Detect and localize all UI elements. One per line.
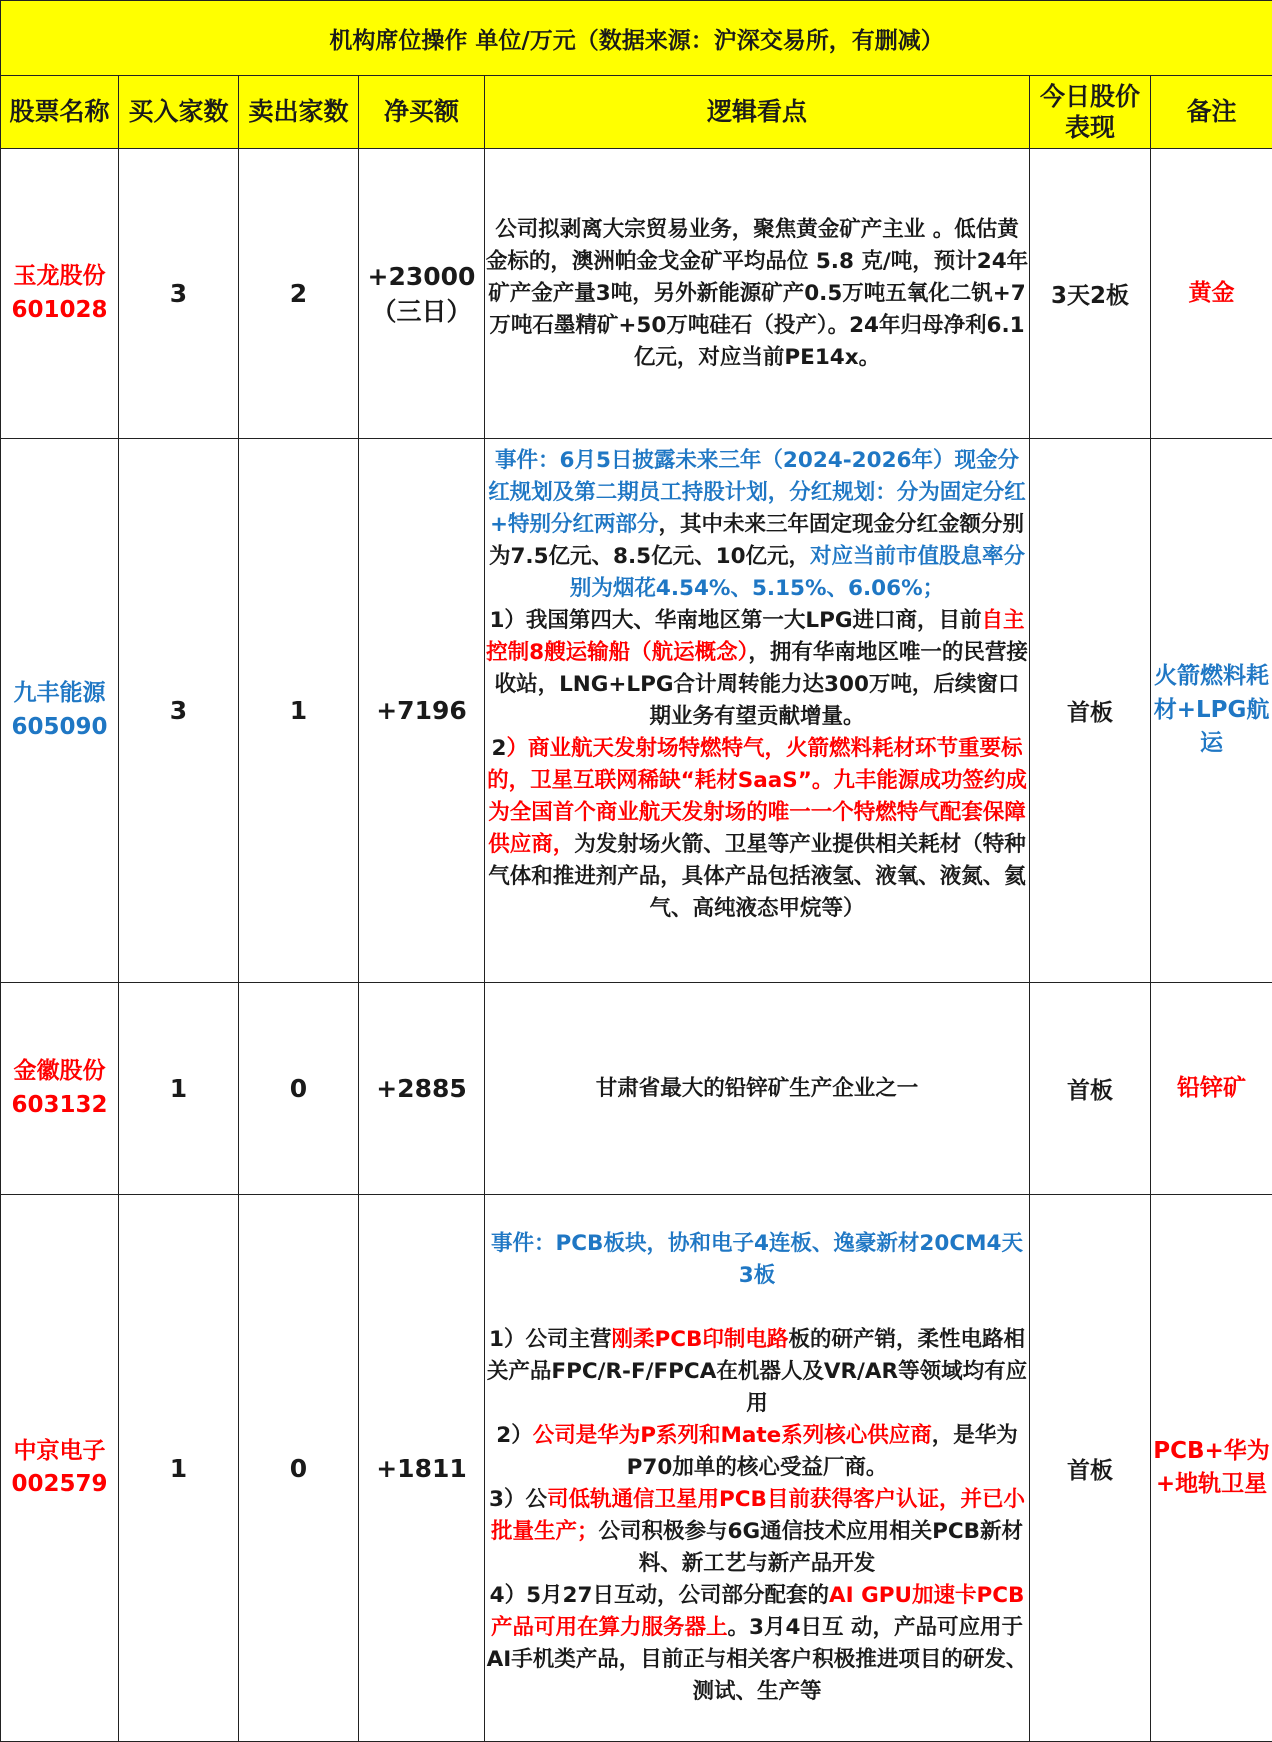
stock-name: 金徽股份 — [14, 1058, 106, 1084]
stock-name: 九丰能源 — [14, 680, 106, 706]
logic-p1-b: 自主控制8艘运输船（航运概念） — [486, 608, 1024, 665]
logic-p3-b: 司低轨通信卫星用PCB目前获得客户认证，并已小批量生产； — [491, 1487, 1025, 1544]
sell-count: 1 — [239, 439, 359, 983]
sell-count: 0 — [239, 983, 359, 1195]
header-note: 备注 — [1151, 76, 1272, 149]
table-row — [1, 439, 1272, 983]
stock-name-cell — [1, 983, 119, 1195]
logic-clip — [485, 439, 1029, 971]
logic-event-a: 事件：6月5日披露未来三年（2024-2026年）现金分红规划及第二期员工持股计划，分红规划：分为固定分红+特别分红两部分 — [488, 448, 1026, 537]
net-buy: +23000 — [368, 262, 476, 291]
logic-event: 事件：PCB板块，协和电子4连板、逸豪新材20CM4天3板 — [491, 1231, 1023, 1288]
logic-point-4 — [485, 1580, 1029, 1708]
net-buy-note: （三日） — [371, 297, 471, 326]
logic-p3-a: 3）公 — [489, 1487, 547, 1512]
buy-count: 3 — [119, 439, 239, 983]
header-sell-count: 卖出家数 — [239, 76, 359, 149]
logic-point-3 — [485, 1484, 1029, 1580]
logic-point-2 — [485, 1420, 1029, 1484]
header-performance — [1030, 76, 1151, 149]
logic-cell — [485, 1195, 1030, 1742]
header-row — [1, 76, 1272, 149]
stock-code: 605090 — [11, 714, 107, 740]
logic-p2-c: ，是华为P70加单的核心受益厂商。 — [627, 1423, 1018, 1480]
stock-name-cell — [1, 1195, 119, 1742]
logic-event-block — [485, 1228, 1029, 1292]
logic-p4-a: 4）5月27日互动，公司部分配套的 — [490, 1583, 829, 1608]
logic-p4-c: 。3月4日互 动，产品可应用于AI手机类产品，目前正与相关客户积极推进项目的研发、测试、生产等 — [487, 1615, 1028, 1704]
price-performance: 首板 — [1030, 439, 1151, 983]
sell-count: 2 — [239, 149, 359, 439]
stock-name: 中京电子 — [14, 1438, 106, 1464]
logic-p4-b: AI GPU加速卡PCB产品可用在算力服务器上 — [491, 1583, 1024, 1640]
logic-p2-a: 2） — [496, 1423, 532, 1448]
net-buy: +2885 — [359, 983, 485, 1195]
header-net-buy: 净买额 — [359, 76, 485, 149]
logic-p1-c: 板的研产销，柔性电路相关产品FPC/R-F/FPCA在机器人及VR/AR等领域均有应用 — [487, 1327, 1027, 1416]
stock-name-cell — [1, 439, 119, 983]
stock-name-cell — [1, 149, 119, 439]
header-logic: 逻辑看点 — [485, 76, 1030, 149]
note: 铅锌矿 — [1151, 983, 1272, 1195]
price-performance: 3天2板 — [1030, 149, 1151, 439]
logic-p2-b: 公司是华为P系列和Mate系列核心供应商 — [533, 1423, 932, 1448]
table-title: 机构席位操作 单位/万元（数据来源：沪深交易所，有删减） — [1, 1, 1272, 76]
logic-p1-a: 1）公司主营 — [489, 1327, 611, 1352]
price-performance: 首板 — [1030, 1195, 1151, 1742]
logic-p1-a: 1）我国第四大、华南地区第一大LPG进口商，目前 — [489, 608, 981, 633]
header-performance-line2: 表现 — [1065, 113, 1115, 142]
price-performance: 首板 — [1030, 983, 1151, 1195]
stock-code: 603132 — [11, 1092, 107, 1118]
logic-p2-c: 为发射场火箭、卫星等产业提供相关耗材（特种气体和推进剂产品，具体产品包括液氢、液氧、液氮、氦气、高纯液态甲烷等） — [488, 832, 1026, 921]
net-buy-cell — [359, 149, 485, 439]
net-buy: +1811 — [359, 1195, 485, 1742]
note: 黄金 — [1151, 149, 1272, 439]
table-row — [1, 149, 1272, 439]
net-buy: +7196 — [359, 439, 485, 983]
table-row — [1, 983, 1272, 1195]
header-buy-count: 买入家数 — [119, 76, 239, 149]
note: PCB+华为+地轨卫星 — [1151, 1195, 1272, 1742]
logic-p3-c: 公司积极参与6G通信技术应用相关PCB新材料、新工艺与新产品开发 — [598, 1519, 1023, 1576]
stock-name: 玉龙股份 — [14, 263, 106, 289]
header-performance-line1: 今日股价 — [1040, 82, 1140, 111]
logic-point-1 — [485, 1324, 1029, 1420]
buy-count: 1 — [119, 1195, 239, 1742]
buy-count: 1 — [119, 983, 239, 1195]
logic-event-c: 对应当前市值股息率分别为烟花4.54%、5.15%、6.06%； — [570, 544, 1025, 601]
logic-p2-a: 2 — [492, 736, 507, 761]
header-stock-name: 股票名称 — [1, 76, 119, 149]
logic-text: 公司拟剥离大宗贸易业务，聚焦黄金矿产主业 。低估黄金标的，澳洲帕金戈金矿平均品位 5.8 克/吨，预计24年矿产金产量3吨，另外新能源矿产0.5万吨五氧化二钒+7万吨石墨精矿+50万吨硅石（投产）。24年归母净利6.1亿元，对应当前PE14x。 — [485, 149, 1030, 439]
stock-code: 601028 — [11, 297, 107, 323]
stock-code: 002579 — [11, 1471, 107, 1497]
logic-p1-b: 刚柔PCB印制电路 — [612, 1327, 789, 1352]
table-row — [1, 1195, 1272, 1742]
logic-p1-c: ，拥有华南地区唯一的民营接收站，LNG+LPG合计周转能力达300万吨，后续窗口期业务有望贡献增量。 — [495, 640, 1028, 729]
note: 火箭燃料耗材+LPG航运 — [1151, 439, 1272, 983]
buy-count: 3 — [119, 149, 239, 439]
logic-event-b: ，其中未来三年固定现金分红金额分别为7.5亿元、8.5亿元、10亿元， — [489, 512, 1024, 569]
sell-count: 0 — [239, 1195, 359, 1742]
logic-p2-b: ）商业航天发射场特燃特气，火箭燃料耗材环节重要标的，卫星互联网稀缺“耗材SaaS”。九丰能源成功签约成为全国首个商业航天发射场的唯一一个特燃特气配套保障供应商， — [487, 736, 1027, 857]
logic-cell — [485, 439, 1030, 983]
logic-text: 甘肃省最大的铅锌矿生产企业之一 — [485, 983, 1030, 1195]
